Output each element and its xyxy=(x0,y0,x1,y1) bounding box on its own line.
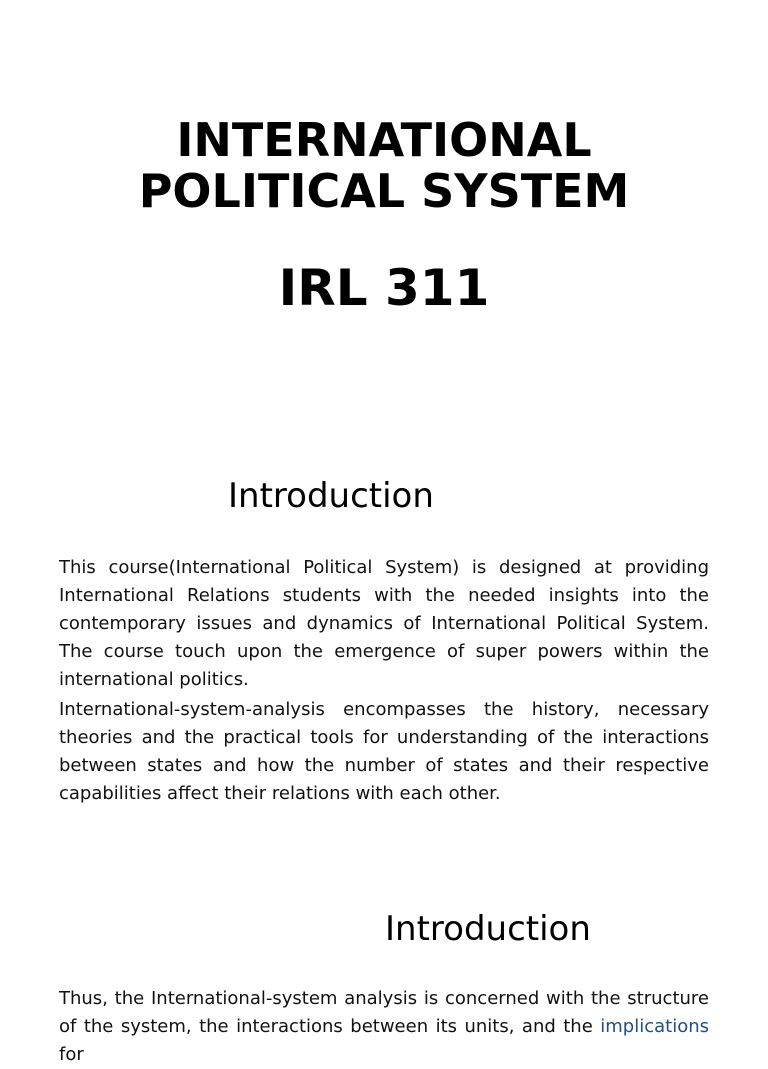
section-heading-introduction: Introduction xyxy=(228,476,434,516)
implications-link[interactable]: implications xyxy=(600,1016,709,1037)
intro-paragraph-1: This course(International Political System) is designed at providing International Relations students with the needed insights into the contemporary issues and dynamics of International Political System. The course touch upon the emergence of super powers within the international politics. xyxy=(59,557,709,690)
intro-paragraph-3 xyxy=(59,985,709,1069)
paragraph-text-tail: for xyxy=(59,1044,84,1065)
course-code: IRL 311 xyxy=(278,259,490,317)
document-title-line-1: INTERNATIONAL xyxy=(176,113,592,167)
document-title-line-2: POLITICAL SYSTEM xyxy=(138,164,630,218)
paragraph-text: Thus, the International-system analysis is concerned with the structure of the system, the interactions between its units, and the xyxy=(59,988,709,1037)
intro-paragraph-2: International-system-analysis encompasses the history, necessary theories and the practical tools for understanding of the interactions between states and how the number of states and their respective capabilities affect their relations with each other. xyxy=(59,699,709,804)
section-heading-introduction-2: Introduction xyxy=(385,909,591,949)
